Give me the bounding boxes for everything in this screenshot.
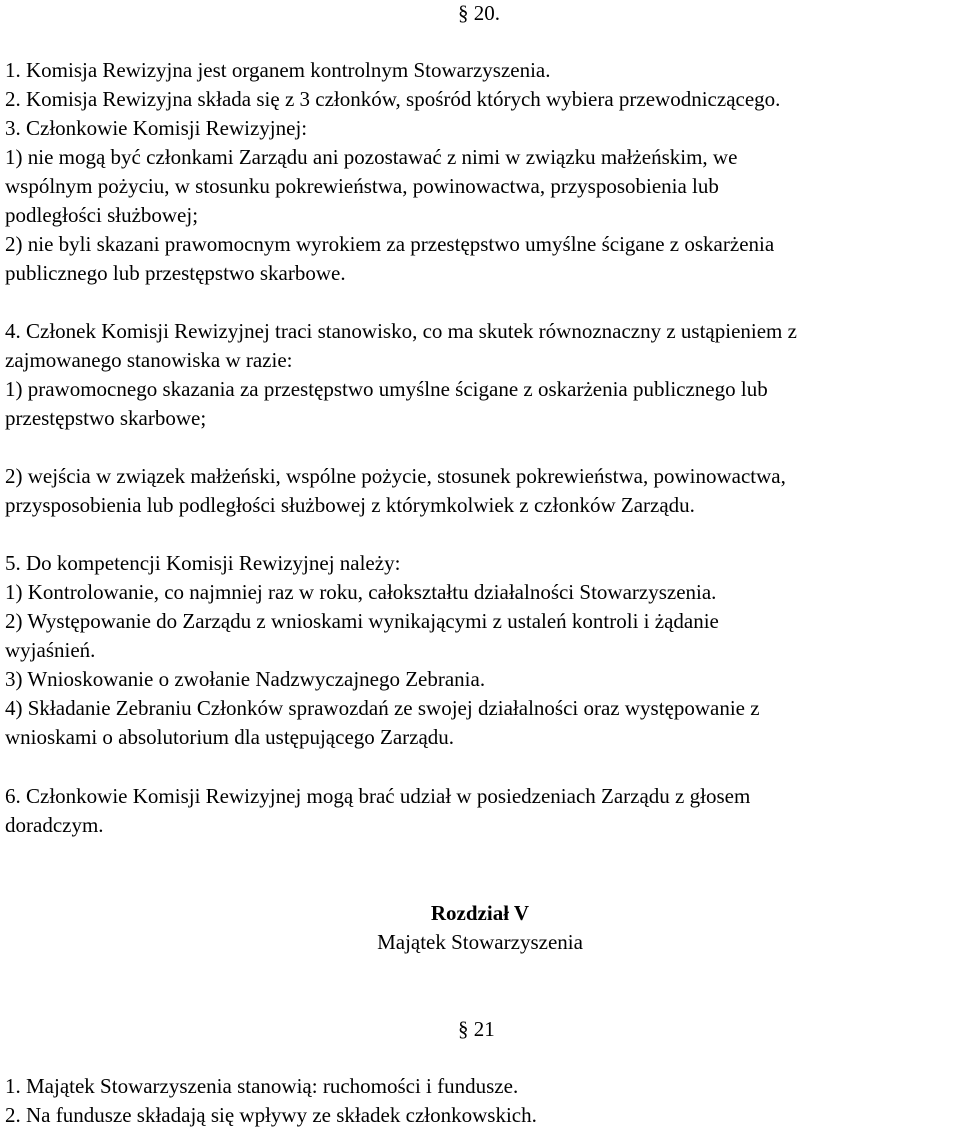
- text-line: publicznego lub przestępstwo skarbowe.: [5, 261, 346, 285]
- text-line: przysposobienia lub podległości służbowej z którymkolwiek z członków Zarządu.: [5, 493, 695, 517]
- text-line: 3. Członkowie Komisji Rewizyjnej:: [5, 116, 308, 140]
- text-line: 3) Wnioskowanie o zwołanie Nadzwyczajnego Zebrania.: [5, 667, 486, 691]
- section-21-heading: § 21: [458, 1017, 495, 1041]
- text-line: 2) wejścia w związek małżeński, wspólne pożycie, stosunek pokrewieństwa, powinowactwa,: [5, 464, 786, 488]
- text-line: podległości służbowej;: [5, 203, 199, 227]
- text-line: przestępstwo skarbowe;: [5, 406, 207, 430]
- text-line: 1) nie mogą być członkami Zarządu ani pozostawać z nimi w związku małżeńskim, we: [5, 145, 738, 169]
- text-line: 5. Do kompetencji Komisji Rewizyjnej należy:: [5, 551, 401, 575]
- text-line: wyjaśnień.: [5, 638, 96, 662]
- section-20-heading: § 20.: [458, 1, 500, 25]
- text-line: 2) nie byli skazani prawomocnym wyrokiem za przestępstwo umyślne ścigane z oskarżenia: [5, 232, 775, 256]
- text-line: 4) Składanie Zebraniu Członków sprawozdań ze swojej działalności oraz występowanie z: [5, 696, 760, 720]
- text-line: zajmowanego stanowiska w razie:: [5, 348, 293, 372]
- chapter-subtitle: Majątek Stowarzyszenia: [377, 930, 583, 954]
- text-line: 2. Na fundusze składają się wpływy ze składek członkowskich.: [5, 1103, 537, 1127]
- text-line: 1. Majątek Stowarzyszenia stanowią: ruchomości i fundusze.: [5, 1074, 519, 1098]
- chapter-title: Rozdział V: [430, 901, 530, 925]
- text-line: doradczym.: [5, 813, 104, 837]
- text-line: 1. Komisja Rewizyjna jest organem kontrolnym Stowarzyszenia.: [5, 58, 551, 82]
- text-line: 1) prawomocnego skazania za przestępstwo umyślne ścigane z oskarżenia publicznego lub: [5, 377, 768, 401]
- text-line: 4. Członek Komisji Rewizyjnej traci stanowisko, co ma skutek równoznaczny z ustąpieniem z: [5, 319, 797, 343]
- text-line: 2. Komisja Rewizyjna składa się z 3 członków, spośród których wybiera przewodniczącego.: [5, 87, 781, 111]
- text-line: 6. Członkowie Komisji Rewizyjnej mogą brać udział w posiedzeniach Zarządu z głosem: [5, 784, 751, 808]
- text-line: 1) Kontrolowanie, co najmniej raz w roku, całokształtu działalności Stowarzyszenia.: [5, 580, 717, 604]
- text-line: 2) Występowanie do Zarządu z wnioskami wynikającymi z ustaleń kontroli i żądanie: [5, 609, 719, 633]
- text-line: wnioskami o absolutorium dla ustępującego Zarządu.: [5, 725, 455, 749]
- text-line: wspólnym pożyciu, w stosunku pokrewieństwa, powinowactwa, przysposobienia lub: [5, 174, 719, 198]
